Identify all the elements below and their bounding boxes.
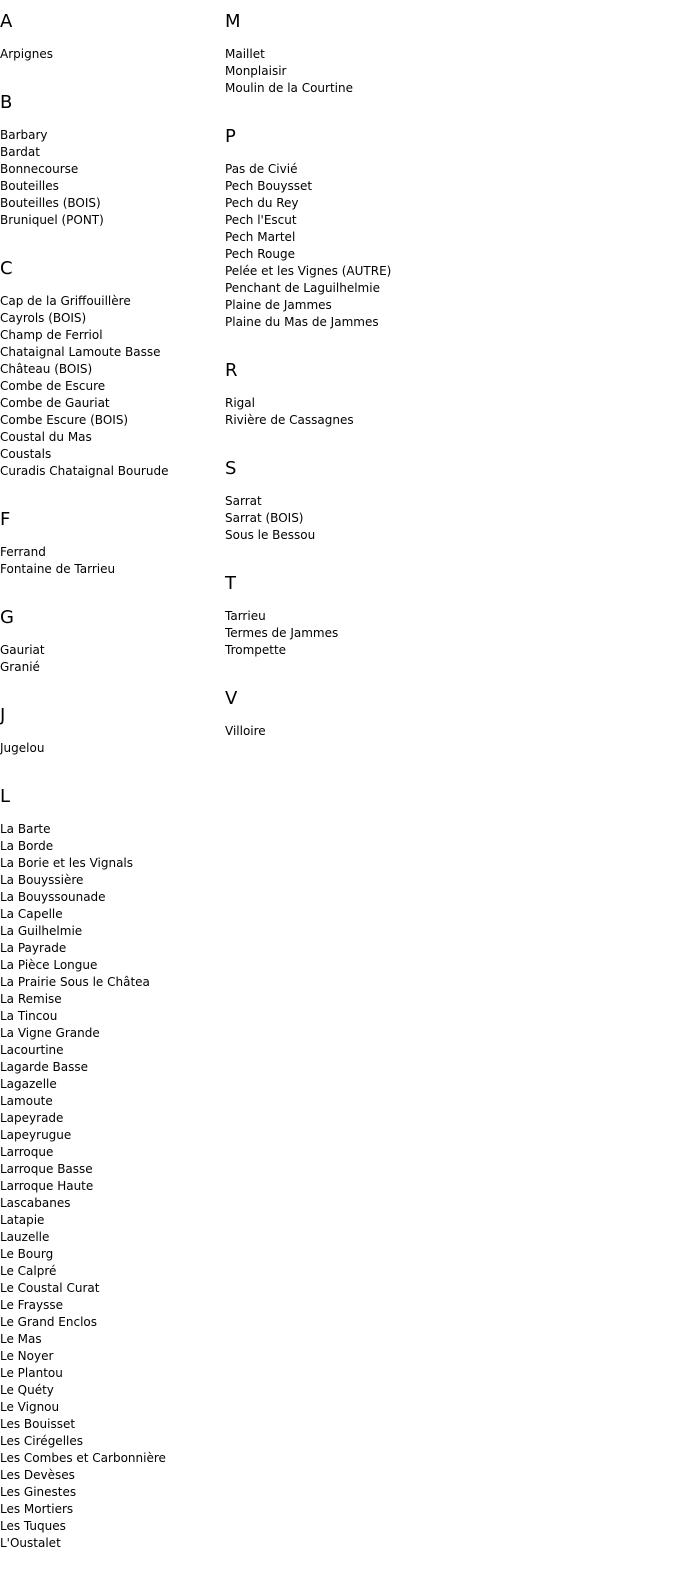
- letter-group-c: [0, 257, 220, 480]
- place-link-termes-de-jammes[interactable]: Termes de Jammes: [225, 626, 339, 640]
- list-item: [0, 463, 220, 480]
- place-link-le-bourg[interactable]: Le Bourg: [0, 1247, 54, 1261]
- letter-heading: F: [0, 509, 11, 530]
- list-item: [225, 608, 525, 625]
- letter-group-g: [0, 606, 220, 676]
- list-item: [225, 63, 525, 80]
- place-link-pech-martel[interactable]: Pech Martel: [225, 230, 296, 244]
- list-item: [0, 212, 220, 229]
- list-item: [225, 642, 525, 659]
- list-item: [0, 446, 220, 463]
- place-link-bonnecourse[interactable]: Bonnecourse: [0, 162, 79, 176]
- place-link-sous-le-bessou[interactable]: Sous le Bessou: [225, 528, 316, 542]
- place-link-trompette[interactable]: Trompette: [225, 643, 287, 657]
- place-link-les-ciregelles[interactable]: Les Cirégelles: [0, 1434, 83, 1448]
- list-item: [225, 314, 525, 331]
- list-item: [0, 1467, 220, 1484]
- list-item: [0, 561, 220, 578]
- letter-heading: M: [225, 11, 241, 32]
- list-item: [0, 1450, 220, 1467]
- place-link-coustals[interactable]: Coustals: [0, 447, 52, 461]
- list-item: [0, 144, 220, 161]
- list-item: [0, 378, 220, 395]
- place-link-la-borie-et-les-vignals[interactable]: La Borie et les Vignals: [0, 856, 134, 870]
- place-link-granie[interactable]: Granié: [0, 660, 40, 674]
- list-item: [0, 940, 220, 957]
- list-item: [225, 723, 525, 740]
- list-item: [225, 412, 525, 429]
- list-item: [0, 327, 220, 344]
- place-link-combe-escure-bois[interactable]: Combe Escure (BOIS): [0, 413, 129, 427]
- place-link-la-piece-longue[interactable]: La Pièce Longue: [0, 958, 98, 972]
- place-link-les-ginestes[interactable]: Les Ginestes: [0, 1485, 77, 1499]
- letter-heading: V: [225, 688, 238, 709]
- place-link-la-prairie-sous-le-chatea[interactable]: La Prairie Sous le Châtea: [0, 975, 150, 989]
- place-link-le-coustal-curat[interactable]: Le Coustal Curat: [0, 1281, 100, 1295]
- letter-group-b: [0, 91, 220, 229]
- list-item: [0, 1110, 220, 1127]
- list-item: [0, 1399, 220, 1416]
- place-link-fontaine-de-tarrieu[interactable]: Fontaine de Tarrieu: [0, 562, 116, 576]
- list-item: [225, 297, 525, 314]
- list-item: [225, 493, 525, 510]
- list-item: [0, 872, 220, 889]
- list-item: [225, 263, 525, 280]
- list-item: [225, 80, 525, 97]
- list-item: [225, 178, 525, 195]
- list-item: [0, 1008, 220, 1025]
- index-column-left: [0, 10, 220, 1580]
- place-link-moulin-de-la-courtine[interactable]: Moulin de la Courtine: [225, 81, 353, 95]
- list-item: [225, 625, 525, 642]
- list-item: [0, 361, 220, 378]
- list-item: [0, 1042, 220, 1059]
- place-link-le-plantou[interactable]: Le Plantou: [0, 1366, 63, 1380]
- place-link-le-vignou[interactable]: Le Vignou: [0, 1400, 60, 1414]
- letter-group-a: [0, 10, 220, 63]
- letter-heading: T: [225, 573, 236, 594]
- list-item: [0, 310, 220, 327]
- place-link-combe-de-escure[interactable]: Combe de Escure: [0, 379, 106, 393]
- place-link-la-payrade[interactable]: La Payrade: [0, 941, 67, 955]
- place-link-plaine-du-mas-de-jammes[interactable]: Plaine du Mas de Jammes: [225, 315, 379, 329]
- place-link-pelee-et-les-vignes-autre[interactable]: Pelée et les Vignes (AUTRE): [225, 264, 392, 278]
- list-item: [0, 1161, 220, 1178]
- letter-heading: A: [0, 11, 13, 32]
- place-link-bouteilles[interactable]: Bouteilles: [0, 179, 59, 193]
- list-item: [0, 1076, 220, 1093]
- place-link-chateau-bois[interactable]: Château (BOIS): [0, 362, 93, 376]
- list-item: [0, 923, 220, 940]
- list-item: [0, 855, 220, 872]
- list-item: [0, 974, 220, 991]
- place-link-le-grand-enclos[interactable]: Le Grand Enclos: [0, 1315, 98, 1329]
- list-item: [0, 412, 220, 429]
- list-item: [225, 527, 525, 544]
- list-item: [0, 1416, 220, 1433]
- list-item: [0, 46, 220, 63]
- letter-group-m: [225, 10, 525, 97]
- list-item: [0, 1433, 220, 1450]
- place-link-pech-rouge[interactable]: Pech Rouge: [225, 247, 295, 261]
- place-link-pech-bouysset[interactable]: Pech Bouysset: [225, 179, 313, 193]
- place-link-pech-du-rey[interactable]: Pech du Rey: [225, 196, 299, 210]
- list-item: [0, 659, 220, 676]
- letter-heading: P: [225, 126, 236, 147]
- place-link-villoire[interactable]: Villoire: [225, 724, 266, 738]
- list-item: [0, 1093, 220, 1110]
- letter-heading: L: [0, 786, 11, 807]
- list-item: [0, 957, 220, 974]
- list-item: [225, 212, 525, 229]
- place-link-lapeyrade[interactable]: Lapeyrade: [0, 1111, 64, 1125]
- place-link-les-combes-et-carbonniere[interactable]: Les Combes et Carbonnière: [0, 1451, 166, 1465]
- list-item: [0, 1059, 220, 1076]
- list-item: [0, 1280, 220, 1297]
- place-link-sarrat-bois[interactable]: Sarrat (BOIS): [225, 511, 304, 525]
- place-link-les-mortiers[interactable]: Les Mortiers: [0, 1502, 74, 1516]
- place-link-la-vigne-grande[interactable]: La Vigne Grande: [0, 1026, 100, 1040]
- letter-group-p: [225, 125, 525, 331]
- list-item: [0, 544, 220, 561]
- list-item: [0, 293, 220, 310]
- place-link-gauriat[interactable]: Gauriat: [0, 643, 45, 657]
- list-item: [0, 1229, 220, 1246]
- place-link-larroque-haute[interactable]: Larroque Haute: [0, 1179, 94, 1193]
- place-link-bardat[interactable]: Bardat: [0, 145, 40, 159]
- list-item: [0, 991, 220, 1008]
- list-item: [0, 1382, 220, 1399]
- place-link-le-quety[interactable]: Le Quéty: [0, 1383, 54, 1397]
- place-link-curadis-chataignal-bourude[interactable]: Curadis Chataignal Bourude: [0, 464, 169, 478]
- list-item: [0, 161, 220, 178]
- place-link-latapie[interactable]: Latapie: [0, 1213, 45, 1227]
- place-link-la-barte[interactable]: La Barte: [0, 822, 51, 836]
- place-link-champ-de-ferriol[interactable]: Champ de Ferriol: [0, 328, 103, 342]
- place-link-riviere-de-cassagnes[interactable]: Rivière de Cassagnes: [225, 413, 354, 427]
- list-item: [0, 344, 220, 361]
- list-item: [225, 280, 525, 297]
- list-item: [0, 1246, 220, 1263]
- list-item: [0, 1314, 220, 1331]
- place-link-lauzelle[interactable]: Lauzelle: [0, 1230, 50, 1244]
- letter-group-f: [0, 508, 220, 578]
- place-link-monplaisir[interactable]: Monplaisir: [225, 64, 287, 78]
- place-link-la-bouyssiere[interactable]: La Bouyssière: [0, 873, 84, 887]
- place-link-la-capelle[interactable]: La Capelle: [0, 907, 63, 921]
- list-item: [0, 195, 220, 212]
- list-item: [0, 1535, 220, 1552]
- list-item: [0, 1195, 220, 1212]
- place-link-combe-de-gauriat[interactable]: Combe de Gauriat: [0, 396, 110, 410]
- place-link-bruniquel-pont[interactable]: Bruniquel (PONT): [0, 213, 104, 227]
- letter-heading: C: [0, 258, 13, 279]
- list-item: [0, 1144, 220, 1161]
- list-item: [0, 127, 220, 144]
- list-item: [0, 178, 220, 195]
- place-link-la-guilhelmie[interactable]: La Guilhelmie: [0, 924, 83, 938]
- list-item: [0, 429, 220, 446]
- place-link-lapeyrugue[interactable]: Lapeyrugue: [0, 1128, 72, 1142]
- list-item: [0, 1212, 220, 1229]
- place-link-lascabanes[interactable]: Lascabanes: [0, 1196, 71, 1210]
- place-link-cayrols-bois[interactable]: Cayrols (BOIS): [0, 311, 87, 325]
- letter-group-v: [225, 687, 525, 740]
- list-item: [0, 740, 220, 757]
- list-item: [0, 1263, 220, 1280]
- place-link-lamoute[interactable]: Lamoute: [0, 1094, 53, 1108]
- place-link-larroque[interactable]: Larroque: [0, 1145, 54, 1159]
- place-link-le-mas[interactable]: Le Mas: [0, 1332, 42, 1346]
- list-item: [0, 1365, 220, 1382]
- place-link-coustal-du-mas[interactable]: Coustal du Mas: [0, 430, 92, 444]
- list-item: [0, 1297, 220, 1314]
- list-item: [0, 1348, 220, 1365]
- list-item: [225, 161, 525, 178]
- letter-group-r: [225, 359, 525, 429]
- place-link-les-bouisset[interactable]: Les Bouisset: [0, 1417, 76, 1431]
- list-item: [0, 642, 220, 659]
- place-link-lagazelle[interactable]: Lagazelle: [0, 1077, 57, 1091]
- letter-group-l: [0, 785, 220, 1552]
- list-item: [225, 46, 525, 63]
- place-link-la-tincou[interactable]: La Tincou: [0, 1009, 58, 1023]
- place-link-barbary[interactable]: Barbary: [0, 128, 48, 142]
- place-link-chataignal-lamoute-basse[interactable]: Chataignal Lamoute Basse: [0, 345, 161, 359]
- place-link-cap-de-la-griffouillere[interactable]: Cap de la Griffouillère: [0, 294, 131, 308]
- list-item: [0, 1331, 220, 1348]
- list-item: [0, 821, 220, 838]
- place-link-tarrieu[interactable]: Tarrieu: [225, 609, 266, 623]
- list-item: [0, 906, 220, 923]
- place-link-la-bouyssounade[interactable]: La Bouyssounade: [0, 890, 106, 904]
- place-link-l-oustalet[interactable]: L'Oustalet: [0, 1536, 61, 1550]
- place-link-lagarde-basse[interactable]: Lagarde Basse: [0, 1060, 89, 1074]
- list-item: [225, 510, 525, 527]
- place-link-plaine-de-jammes[interactable]: Plaine de Jammes: [225, 298, 332, 312]
- letter-group-j: [0, 704, 220, 757]
- place-link-pech-l-escut[interactable]: Pech l'Escut: [225, 213, 297, 227]
- place-link-les-tuques[interactable]: Les Tuques: [0, 1519, 66, 1533]
- list-item: [0, 889, 220, 906]
- list-item: [225, 246, 525, 263]
- place-link-jugelou[interactable]: Jugelou: [0, 741, 45, 755]
- place-link-le-calpre[interactable]: Le Calpré: [0, 1264, 57, 1278]
- place-link-rigal[interactable]: Rigal: [225, 396, 255, 410]
- place-link-pas-de-civie[interactable]: Pas de Civié: [225, 162, 298, 176]
- list-item: [225, 229, 525, 246]
- letter-group-s: [225, 457, 525, 544]
- letter-heading: R: [225, 360, 238, 381]
- list-item: [225, 395, 525, 412]
- list-item: [0, 1518, 220, 1535]
- index-column-right: [225, 10, 525, 768]
- place-link-penchant-de-laguilhelmie[interactable]: Penchant de Laguilhelmie: [225, 281, 380, 295]
- list-item: [0, 1501, 220, 1518]
- list-item: [0, 1127, 220, 1144]
- place-link-bouteilles-bois[interactable]: Bouteilles (BOIS): [0, 196, 101, 210]
- letter-heading: B: [0, 92, 13, 113]
- list-item: [225, 195, 525, 212]
- place-link-la-remise[interactable]: La Remise: [0, 992, 62, 1006]
- list-item: [0, 1484, 220, 1501]
- place-link-larroque-basse[interactable]: Larroque Basse: [0, 1162, 93, 1176]
- letter-heading: J: [0, 705, 6, 726]
- place-link-le-noyer[interactable]: Le Noyer: [0, 1349, 54, 1363]
- place-link-le-fraysse[interactable]: Le Fraysse: [0, 1298, 63, 1312]
- place-link-ferrand[interactable]: Ferrand: [0, 545, 46, 559]
- place-link-arpignes[interactable]: Arpignes: [0, 47, 53, 61]
- list-item: [0, 838, 220, 855]
- list-item: [0, 1178, 220, 1195]
- letter-group-t: [225, 572, 525, 659]
- letter-heading: G: [0, 607, 14, 628]
- place-link-la-borde[interactable]: La Borde: [0, 839, 54, 853]
- place-link-lacourtine[interactable]: Lacourtine: [0, 1043, 64, 1057]
- place-link-sarrat[interactable]: Sarrat: [225, 494, 262, 508]
- list-item: [0, 1025, 220, 1042]
- list-item: [0, 395, 220, 412]
- place-link-les-deveses[interactable]: Les Devèses: [0, 1468, 75, 1482]
- place-link-maillet[interactable]: Maillet: [225, 47, 265, 61]
- letter-heading: S: [225, 458, 237, 479]
